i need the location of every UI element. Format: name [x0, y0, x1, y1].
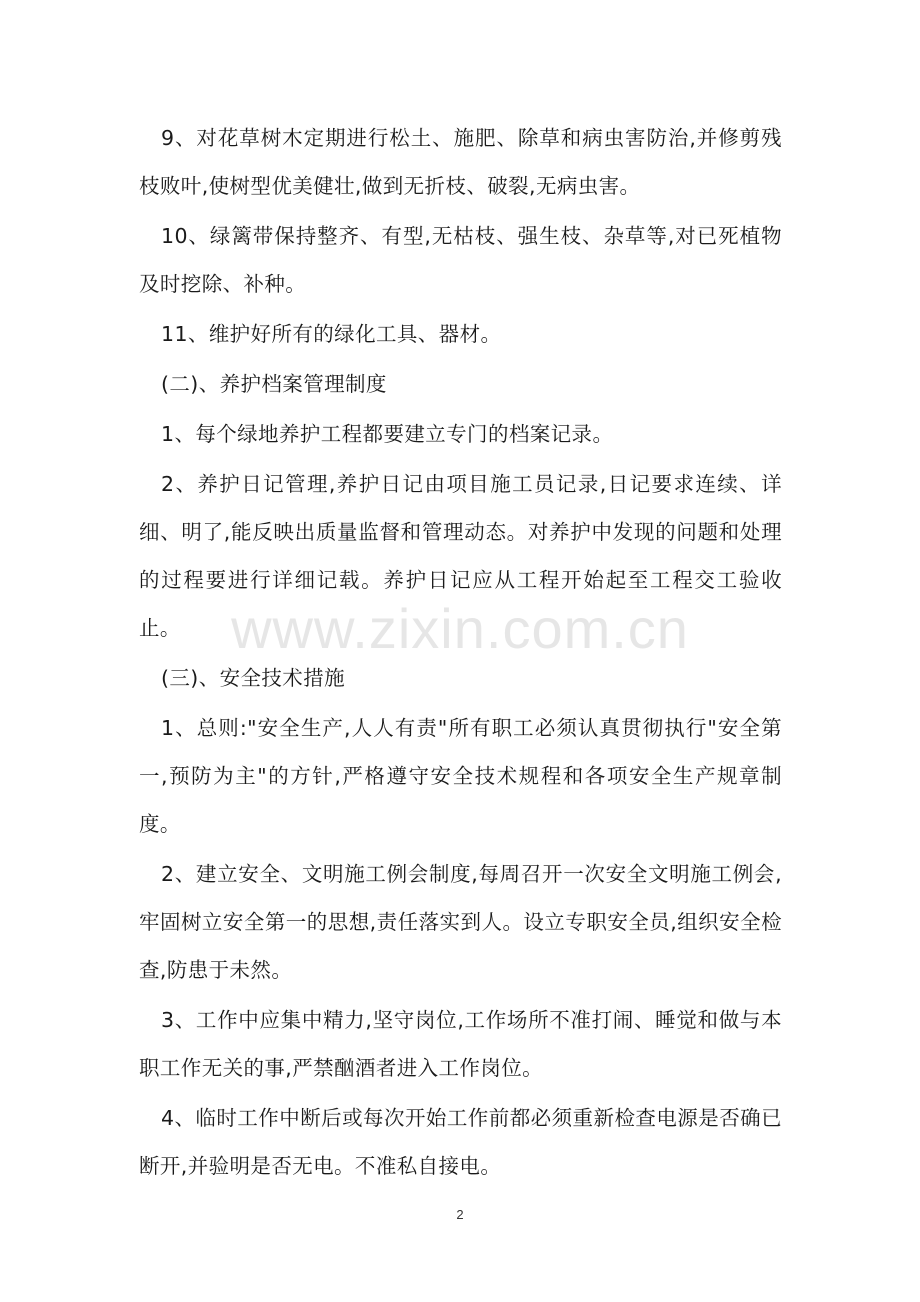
paragraph-records-2: 2、养护日记管理,养护日记由项目施工员记录,日记要求连续、详细、明了,能反映出质量监督和管理动态。对养护中发现的问题和处理的过程要进行详细记载。养护日记应从工程开始起至工程交工验收止。	[139, 472, 782, 640]
section-heading-maintenance-records: (二)、养护档案管理制度	[161, 372, 387, 396]
paragraph-safety-4: 4、临时工作中断后或每次开始工作前都必须重新检查电源是否确已断开,并验明是否无电。不准私自接电。	[139, 1106, 782, 1178]
document-body	[139, 114, 782, 1190]
watermark-text: www.zixin.com.cn	[231, 597, 689, 660]
paragraph-records-1: 1、每个绿地养护工程都要建立专门的档案记录。	[161, 422, 614, 446]
paragraph-item-9: 9、对花草树木定期进行松土、施肥、除草和病虫害防治,并修剪残枝败叶,使树型优美健壮,做到无折枝、破裂,无病虫害。	[139, 126, 782, 198]
paragraph-item-11: 11、维护好所有的绿化工具、器材。	[161, 322, 502, 346]
paragraph-item-10: 10、绿篱带保持整齐、有型,无枯枝、强生枝、杂草等,对已死植物及时挖除、补种。	[139, 224, 782, 296]
section-heading-safety-measures: (三)、安全技术措施	[161, 666, 345, 690]
paragraph-safety-1: 1、总则:"安全生产,人人有责"所有职工必须认真贯彻执行"安全第一,预防为主"的方针,严格遵守安全技术规程和各项安全生产规章制度。	[139, 716, 782, 836]
paragraph-safety-3: 3、工作中应集中精力,坚守岗位,工作场所不准打闹、睡觉和做与本职工作无关的事,严禁酗酒者进入工作岗位。	[139, 1008, 782, 1080]
page-number: 2	[456, 1207, 464, 1222]
paragraph-safety-2: 2、建立安全、文明施工例会制度,每周召开一次安全文明施工例会,牢固树立安全第一的思想,责任落实到人。设立专职安全员,组织安全检查,防患于未然。	[139, 862, 782, 982]
